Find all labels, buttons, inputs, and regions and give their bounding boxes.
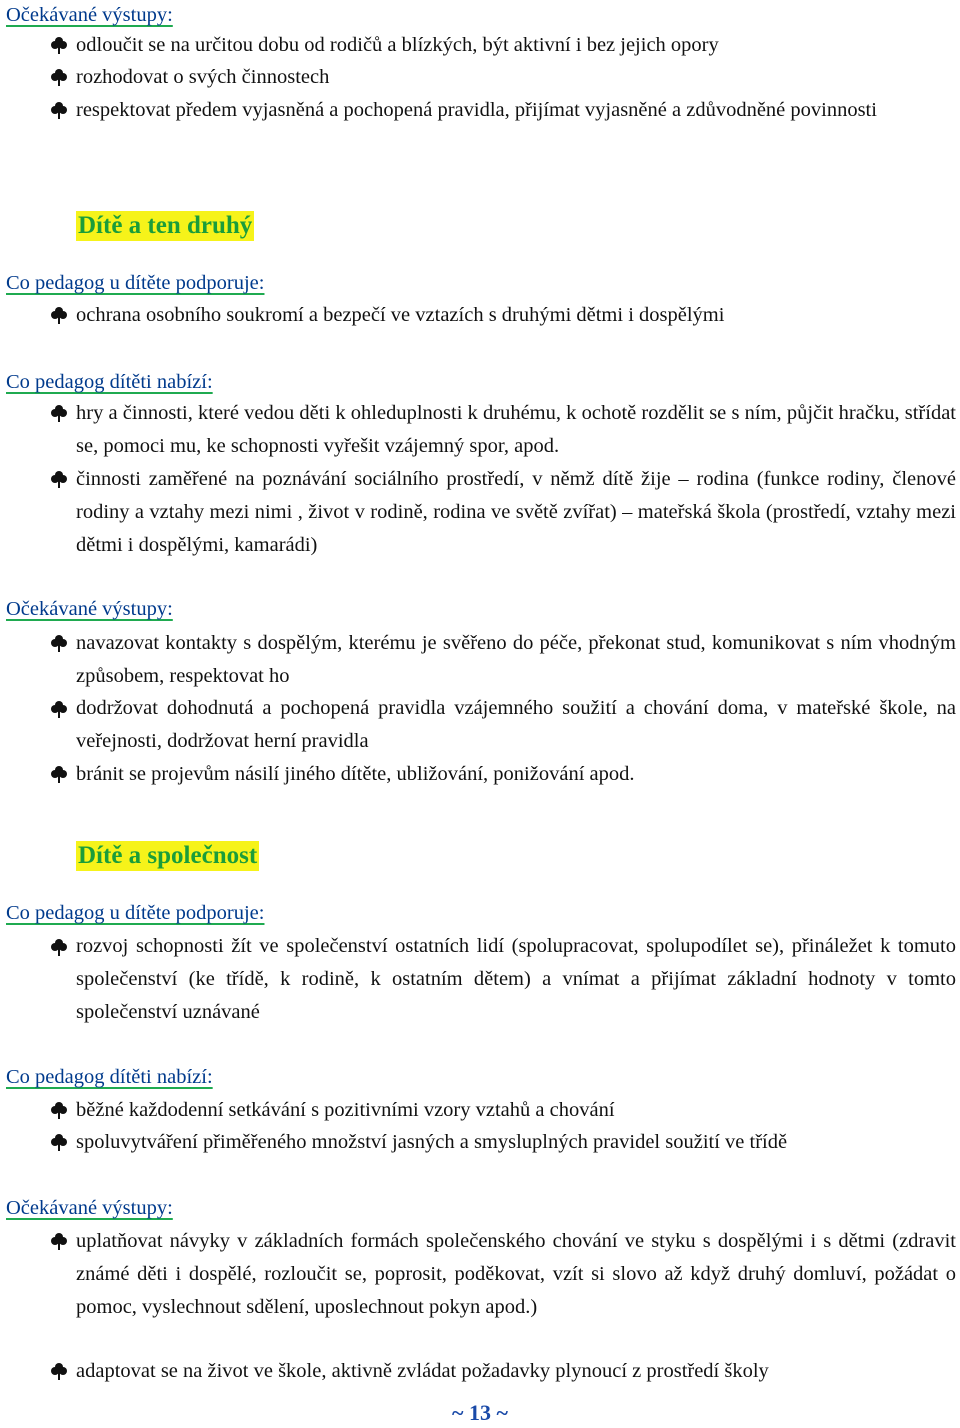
page-number: ~ 13 ~ [452,1400,508,1425]
section-heading: Očekávané výstupy: [6,598,173,620]
clover-icon [50,306,68,324]
clover-icon [50,101,68,119]
list-item: spoluvytváření přiměřeného množství jasných a smysluplných pravidel soužití ve třídě [76,1131,788,1153]
list-item: navazovat kontakty s dospělým, kterému je svěřeno do péče, překonat stud, komunikovat s ním vhodným způsobem, respektovat ho [76,632,956,687]
clover-icon [50,938,68,956]
list-item: uplatňovat návyky v základních formách společenského chování ve styku s dospělými i s dětmi (zdravit známé děti i dospělé, rozloučit se, poprosit, poděkovat, vzít si slovo až když druhý domluví, požádat o pomoc, vyslechnout sdělení, uposlechnout pokyn apod.) [76,1230,956,1318]
section-title: Dítě a ten druhý [78,212,253,239]
list-item: rozvoj schopnosti žít ve společenství ostatních lidí (spolupracovat, spolupodílet se), přináležet k tomuto společenství (ke třídě, k rodině, k ostatním dětem) a vnímat a přijímat základní hodnoty v tomto společenství uznávané [76,935,956,1023]
clover-icon [50,1133,68,1151]
list-item: hry a činnosti, které vedou děti k ohleduplnosti k druhému, k ochotě rozdělit se s ním, půjčit hračku, střídat se, pomoci mu, ke schopnosti vyřešit vzájemný spor, apod. [76,402,956,457]
list-item: ochrana osobního soukromí a bezpečí ve vztazích s druhými dětmi i dospělými [76,304,725,326]
list-item: adaptovat se na život ve škole, aktivně zvládat požadavky plynoucí z prostředí školy [76,1360,769,1382]
list-item: respektovat předem vyjasněná a pochopená pravidla, přijímat vyjasněné a zdůvodněné povinnosti [76,99,877,121]
section-heading: Co pedagog u dítěte podporuje: [6,902,265,924]
clover-icon [50,68,68,86]
list-item: bránit se projevům násilí jiného dítěte, ubližování, ponižování apod. [76,763,635,785]
section-heading: Co pedagog dítěti nabízí: [6,1066,213,1088]
list-item: běžné každodenní setkávání s pozitivními vzory vztahů a chování [76,1099,615,1121]
section-heading: Očekávané výstupy: [6,4,173,26]
clover-icon [50,1232,68,1250]
list-item: činnosti zaměřené na poznávání sociálního prostředí, v němž dítě žije – rodina (funkce rodiny, členové rodiny a vztahy mezi nimi , život v rodině, rodina ve světě zvířat) – mateřská škola (prostředí, vztahy mezi dětmi i dospělými, kamarádi) [76,468,956,556]
section-heading: Co pedagog u dítěte podporuje: [6,272,265,294]
clover-icon [50,700,68,718]
section-heading: Co pedagog dítěti nabízí: [6,371,213,393]
list-item: dodržovat dohodnutá a pochopená pravidla vzájemného soužití a chování doma, v mateřské škole, na veřejnosti, dodržovat herní pravidla [76,697,956,752]
clover-icon [50,470,68,488]
section-heading: Očekávané výstupy: [6,1197,173,1219]
list-item: odloučit se na určitou dobu od rodičů a blízkých, být aktivní i bez jejich opory [76,34,719,56]
clover-icon [50,634,68,652]
clover-icon [50,1101,68,1119]
clover-icon [50,404,68,422]
clover-icon [50,36,68,54]
list-item: rozhodovat o svých činnostech [76,66,330,88]
clover-icon [50,765,68,783]
clover-icon [50,1362,68,1380]
section-title: Dítě a společnost [78,842,258,869]
